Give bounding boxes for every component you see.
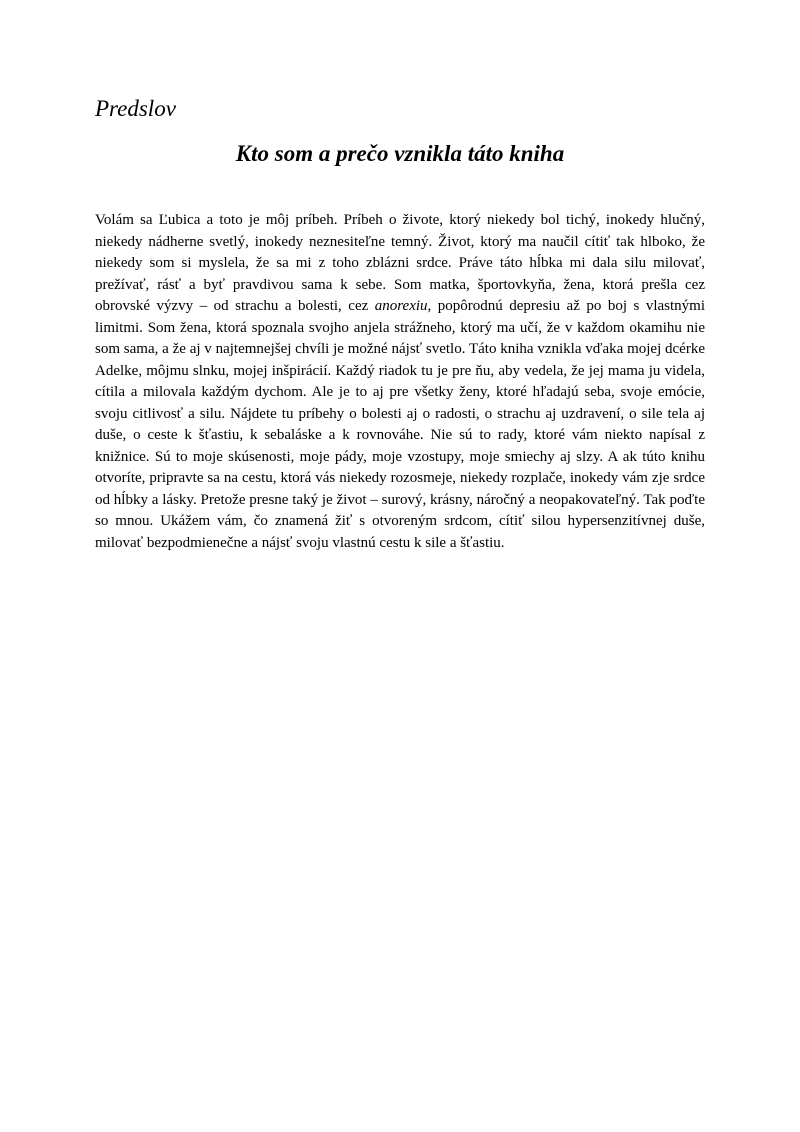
chapter-title: Kto som a prečo vznikla táto kniha [235, 141, 565, 166]
body-paragraph [95, 210, 705, 554]
section-label: Predslov [95, 96, 176, 121]
paragraph-text-end: , popôrodnú depresiu až po boj s vlastnými limitmi. Som žena, ktorá spoznala svojho anjela strážneho, ktorý ma učí, že v každom okamihu nie som sama, a že aj v najtemnejšej chvíli je možné nájsť svetlo. Táto kniha vznikla vďaka mojej dcérke Adelke, môjmu slnku, mojej inšpirácií. Každý riadok tu je pre ňu, aby vedela, že jej mama ju videla, cítila a milovala každým dychom. Ale je to aj pre všetky ženy, ktoré hľadajú seba, svoje emócie, svoju citlivosť a silu. Nájdete tu príbehy o bolesti aj o radosti, o strachu aj uzdravení, o sile tela aj duše, o ceste k šťastiu, k sebaláske a k rovnováhe. Nie sú to rady, ktoré vám niekto napísal z knižnice. Sú to moje skúsenosti, moje pády, moje vzostupy, moje smiechy aj slzy. A ak túto knihu otvoríte, pripravte sa na cestu, ktorá vás niekedy rozosmeje, niekedy rozplače, inokedy vám zje srdce od hĺbky a lásky. Pretože presne taký je život – surový, krásny, náročný a neopakovateľný. Tak poďte so mnou. Ukážem vám, čo znamená žiť s otvoreným srdcom, cítiť silou hypersenzitívnej duše, milovať bezpodmienečne a nájsť svoju vlastnú cestu k sile a šťastiu. [95, 298, 706, 551]
paragraph-italic-term: anorexiu [374, 298, 428, 314]
paragraph-text-start: Volám sa Ľubica a toto je môj príbeh. Príbeh o živote, ktorý niekedy bol tichý, inokedy hlučný, niekedy nádherne svetlý, inokedy neznesiteľne temný. Život, ktorý ma naučil cítiť tak hlboko, že niekedy som si myslela, že sa mi z toho zblázni srdce. Práve táto hĺbka mi dala silu milovať, prežívať, rásť a byť pravdivou sama k sebe. Som matka, športovkyňa, žena, ktorá prešla cez obrovské výzvy – od strachu a bolesti, cez [95, 212, 705, 314]
